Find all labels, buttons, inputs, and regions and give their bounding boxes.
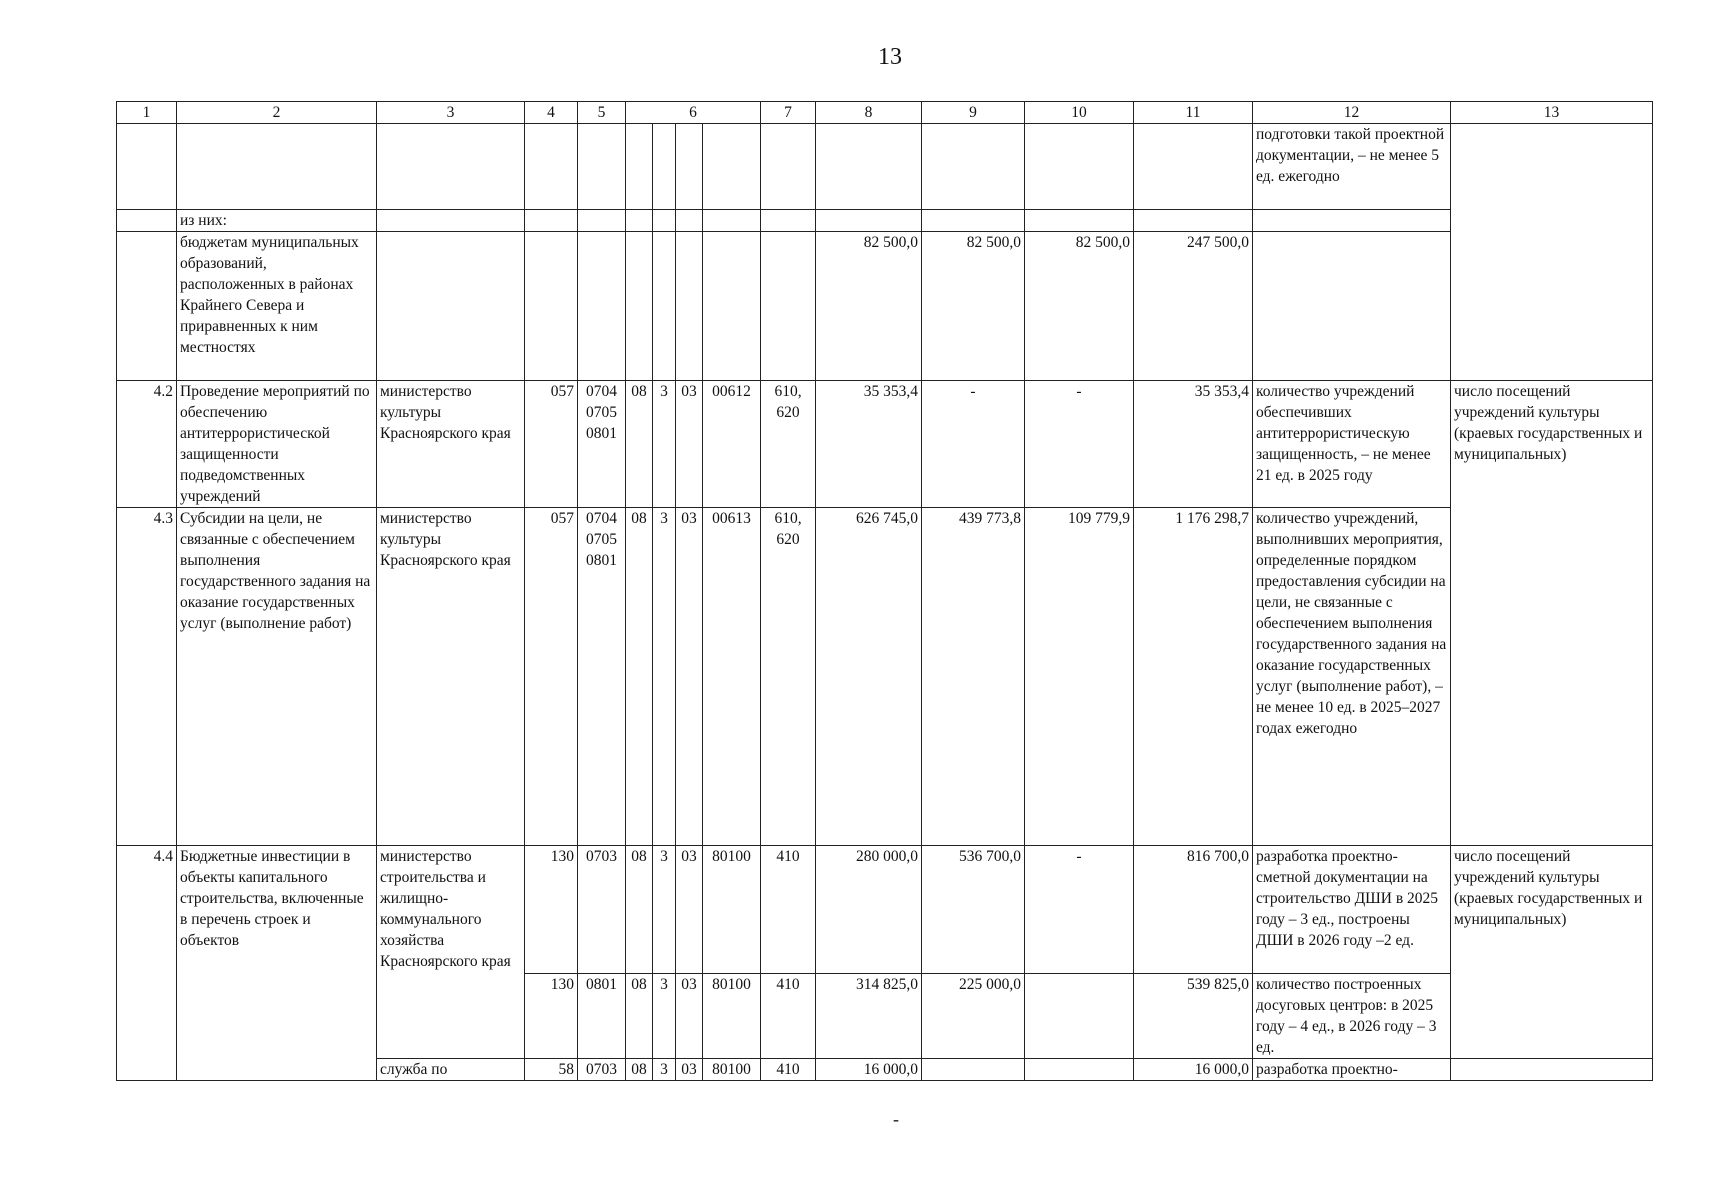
- header-col-12: 12: [1253, 102, 1451, 124]
- table-row: [117, 210, 1653, 232]
- row-c4: 057: [525, 381, 578, 508]
- row-c6a: 08: [626, 508, 653, 846]
- row-v8: 16 000,0: [816, 1059, 922, 1081]
- row-c6d: 80100: [703, 846, 761, 974]
- row-c6b: 3: [653, 508, 676, 846]
- header-col-11: 11: [1134, 102, 1253, 124]
- row-v10: -: [1025, 846, 1134, 974]
- row-c13: число посещений учреждений культуры (краевых государственных и муниципальных): [1451, 846, 1653, 1059]
- row-v9: [922, 1059, 1025, 1081]
- row-num: 4.3: [117, 508, 177, 846]
- row-c6c: 03: [676, 1059, 703, 1081]
- row-c7: 410: [761, 974, 816, 1059]
- row-c6b: 3: [653, 381, 676, 508]
- row-c7: 410: [761, 1059, 816, 1081]
- row-c6d: 00612: [703, 381, 761, 508]
- row-c6a: 08: [626, 846, 653, 974]
- header-col-7: 7: [761, 102, 816, 124]
- row-v10: [1025, 974, 1134, 1059]
- row-name: Проведение мероприятий по обеспечению антитеррористической защищенности подведомственных учреждений: [177, 381, 377, 508]
- header-col-9: 9: [922, 102, 1025, 124]
- row-c7: 610, 620: [761, 508, 816, 846]
- page-number: 13: [878, 44, 902, 70]
- header-col-3: 3: [377, 102, 525, 124]
- budget-table: [116, 101, 1653, 1081]
- row-v10: [1025, 1059, 1134, 1081]
- header-col-13: 13: [1451, 102, 1653, 124]
- row-c6a: 08: [626, 1059, 653, 1081]
- row-c6c: 03: [676, 846, 703, 974]
- header-col-4: 4: [525, 102, 578, 124]
- row-c6b: 3: [653, 974, 676, 1059]
- row-c5: 0704 0705 0801: [578, 508, 626, 846]
- row-v8: 314 825,0: [816, 974, 922, 1059]
- table-row: [117, 124, 1653, 210]
- row-c4: 130: [525, 846, 578, 974]
- row-c12: количество учреждений, выполнивших мероприятия, определенные порядком предоставления субсидии на цели, не связанные с обеспечением выполнения государственного задания на оказание государственных услуг (выполнение работ), – не менее 10 ед. в 2025–2027 годах ежегодно: [1253, 508, 1451, 846]
- row-c6c: 03: [676, 508, 703, 846]
- row-v8: 626 745,0: [816, 508, 922, 846]
- header-col-10: 10: [1025, 102, 1134, 124]
- row-c12: разработка проектно-сметной документации на строительство ДШИ в 2025 году – 3 ед., построены ДШИ в 2026 году –2 ед.: [1253, 846, 1451, 974]
- row-c12: количество учреждений обеспечивших антитеррористическую защищенность, – не менее 21 ед. в 2025 году: [1253, 381, 1451, 508]
- header-row: [117, 102, 1653, 124]
- row-c7: 610, 620: [761, 381, 816, 508]
- header-col-8: 8: [816, 102, 922, 124]
- cont-col12: подготовки такой проектной документации, – не менее 5 ед. ежегодно: [1253, 124, 1451, 210]
- row-c4: 58: [525, 1059, 578, 1081]
- row-v10: -: [1025, 381, 1134, 508]
- row-v11: 539 825,0: [1134, 974, 1253, 1059]
- row-v8: 35 353,4: [816, 381, 922, 508]
- row-c7: 410: [761, 846, 816, 974]
- row-v10: 109 779,9: [1025, 508, 1134, 846]
- row-num: 4.4: [117, 846, 177, 1081]
- header-col-5: 5: [578, 102, 626, 124]
- header-col-1: 1: [117, 102, 177, 124]
- table-row: [117, 508, 1653, 846]
- row-c6d: 00613: [703, 508, 761, 846]
- row-c13: число посещений учреждений культуры (краевых государственных и муниципальных): [1451, 381, 1653, 846]
- row-c5: 0703: [578, 846, 626, 974]
- header-col-2: 2: [177, 102, 377, 124]
- row-name: Бюджетные инвестиции в объекты капитального строительства, включенные в перечень строек и объектов: [177, 846, 377, 1081]
- row-c4: 130: [525, 974, 578, 1059]
- row-c12: разработка проектно-: [1253, 1059, 1451, 1081]
- budget-v8: 82 500,0: [816, 232, 922, 381]
- table-row: [117, 846, 1653, 974]
- row-name: Субсидии на цели, не связанные с обеспечением выполнения государственного задания на оказание государственных услуг (выполнение работ): [177, 508, 377, 846]
- row-c6d: 80100: [703, 1059, 761, 1081]
- row-c6a: 08: [626, 974, 653, 1059]
- row-c6b: 3: [653, 846, 676, 974]
- row-c12: количество построенных досуговых центров: в 2025 году – 4 ед., в 2026 году – 3 ед.: [1253, 974, 1451, 1059]
- header-col-6: 6: [626, 102, 761, 124]
- budget-v10: 82 500,0: [1025, 232, 1134, 381]
- table-row: [117, 381, 1653, 508]
- row-c6c: 03: [676, 974, 703, 1059]
- row-v11: 35 353,4: [1134, 381, 1253, 508]
- row-org: министерство строительства и жилищно-коммунального хозяйства Красноярского края: [377, 846, 525, 1059]
- row-c6a: 08: [626, 381, 653, 508]
- row-org: служба по: [377, 1059, 525, 1081]
- row-v11: 816 700,0: [1134, 846, 1253, 974]
- budget-v9: 82 500,0: [922, 232, 1025, 381]
- row-v9: 439 773,8: [922, 508, 1025, 846]
- row-c5: 0704 0705 0801: [578, 381, 626, 508]
- row-c6c: 03: [676, 381, 703, 508]
- row-c5: 0703: [578, 1059, 626, 1081]
- table-row: [117, 232, 1653, 381]
- row-c5: 0801: [578, 974, 626, 1059]
- row-num: 4.2: [117, 381, 177, 508]
- row-v11: 1 176 298,7: [1134, 508, 1253, 846]
- row-org: министерство культуры Красноярского края: [377, 508, 525, 846]
- row-v9: 225 000,0: [922, 974, 1025, 1059]
- row-v9: 536 700,0: [922, 846, 1025, 974]
- budget-v11: 247 500,0: [1134, 232, 1253, 381]
- iz-nih-label: из них:: [177, 210, 377, 232]
- row-v8: 280 000,0: [816, 846, 922, 974]
- row-c6d: 80100: [703, 974, 761, 1059]
- row-v11: 16 000,0: [1134, 1059, 1253, 1081]
- row-c4: 057: [525, 508, 578, 846]
- row-org: министерство культуры Красноярского края: [377, 381, 525, 508]
- budget-label: бюджетам муниципальных образований, расположенных в районах Крайнего Севера и приравненных к ним местностях: [177, 232, 377, 381]
- footer-mark: -: [893, 1109, 899, 1129]
- row-c6b: 3: [653, 1059, 676, 1081]
- row-v9: -: [922, 381, 1025, 508]
